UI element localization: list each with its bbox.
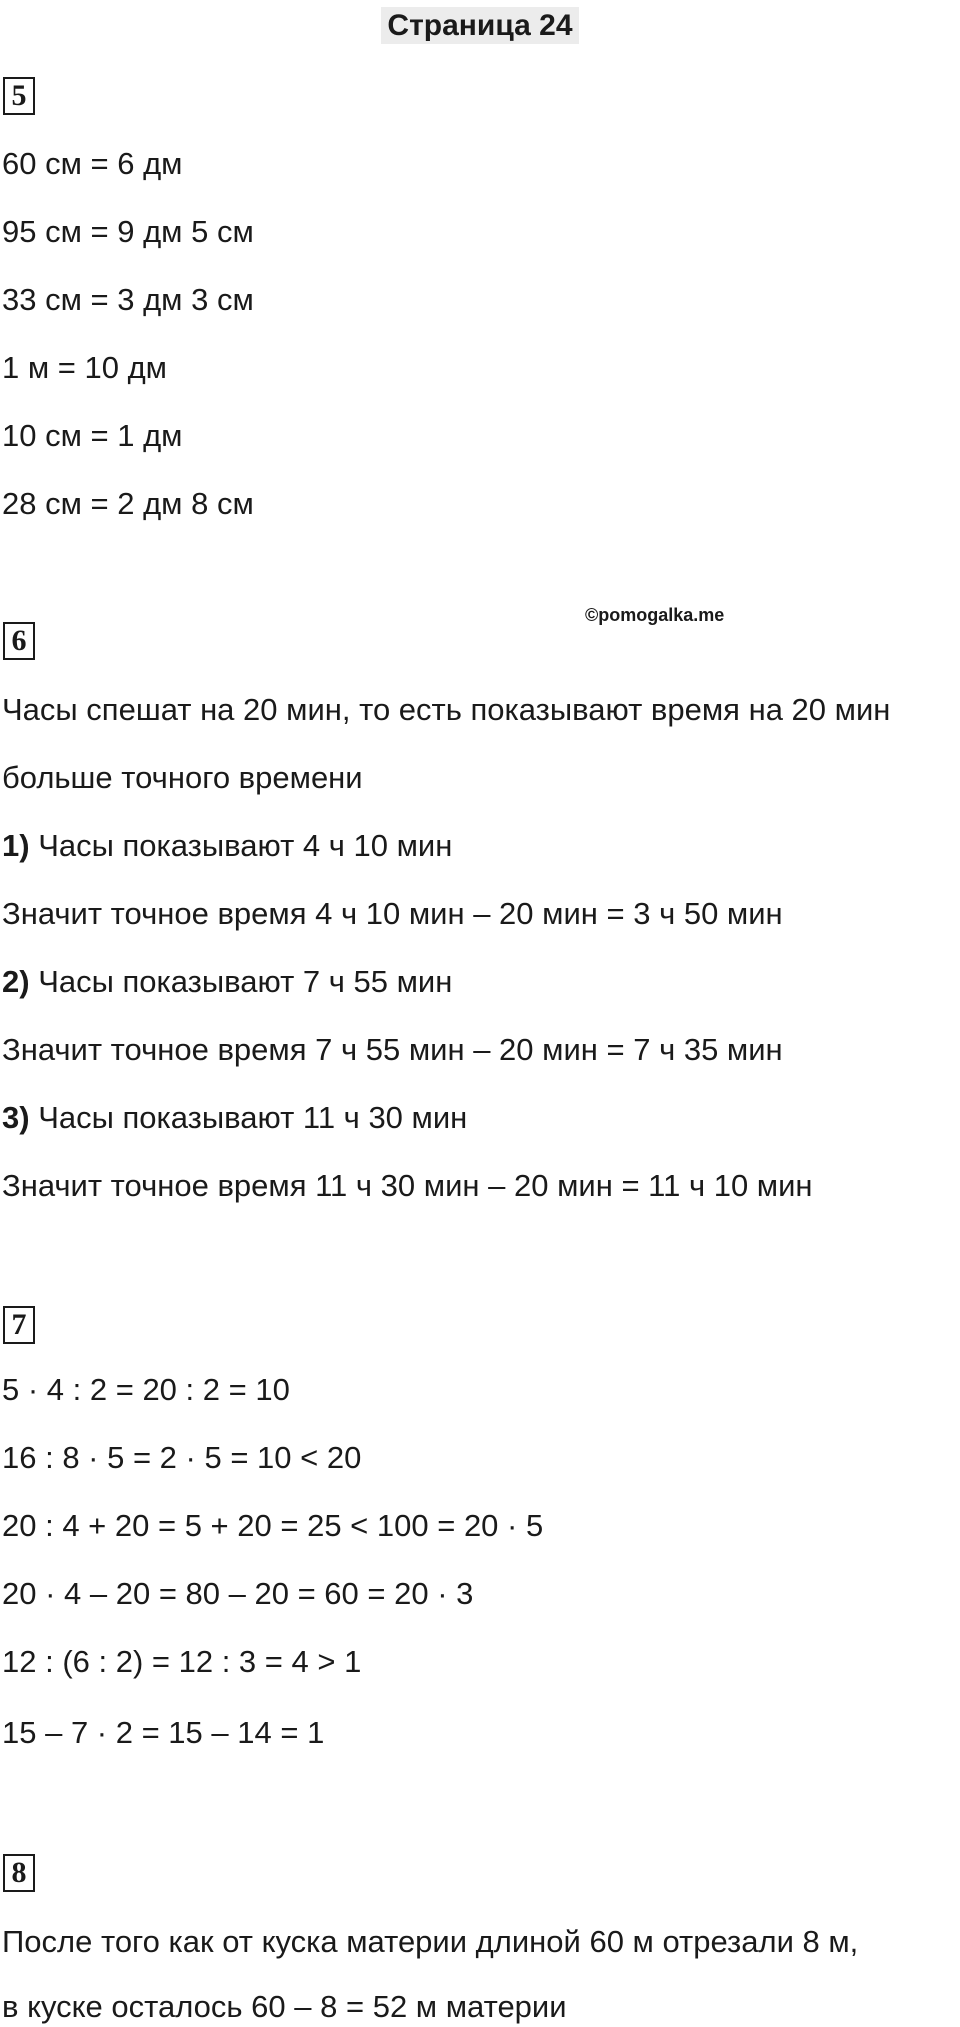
task7-line: 12 : (6 : 2) = 12 : 3 = 4 > 1 (2, 1644, 362, 1679)
task5-line: 33 см = 3 дм 3 см (2, 282, 254, 317)
task7-line: 15 – 7 · 2 = 15 – 14 = 1 (2, 1715, 325, 1750)
task-number-5: 5 (3, 77, 35, 115)
page-title-text: Страница 24 (381, 7, 578, 44)
task6-item-label: 3) (2, 1100, 30, 1135)
task-number-7: 7 (3, 1306, 35, 1344)
task-number-8: 8 (3, 1854, 35, 1892)
task6-item-1 (2, 826, 452, 866)
task-number-6: 6 (3, 622, 35, 660)
task6-item-2 (2, 962, 452, 1002)
task7-line: 20 : 4 + 20 = 5 + 20 = 25 < 100 = 20 · 5 (2, 1508, 544, 1543)
task7-line: 16 : 8 · 5 = 2 · 5 = 10 < 20 (2, 1440, 362, 1475)
task6-item-shows: Часы показывают 11 ч 30 мин (29, 1100, 468, 1135)
page-title (0, 6, 960, 46)
watermark: ©pomogalka.me (585, 605, 725, 625)
task7-line: 20 · 4 – 20 = 80 – 20 = 60 = 20 · 3 (2, 1576, 474, 1611)
task6-item-result: Значит точное время 4 ч 10 мин – 20 мин = 3 ч 50 мин (2, 896, 783, 931)
task5-line: 28 см = 2 дм 8 см (2, 486, 254, 521)
task5-line: 60 см = 6 дм (2, 146, 183, 181)
task7-line: 5 · 4 : 2 = 20 : 2 = 10 (2, 1372, 290, 1407)
task5-line: 10 см = 1 дм (2, 418, 183, 453)
task6-item-label: 1) (2, 828, 30, 863)
task6-item-label: 2) (2, 964, 30, 999)
task6-item-shows: Часы показывают 4 ч 10 мин (29, 828, 453, 863)
task6-intro-line: Часы спешат на 20 мин, то есть показывают время на 20 мин (2, 692, 891, 727)
task6-item-shows: Часы показывают 7 ч 55 мин (29, 964, 453, 999)
task6-item-result: Значит точное время 7 ч 55 мин – 20 мин = 7 ч 35 мин (2, 1032, 783, 1067)
task6-item-3 (2, 1098, 467, 1138)
task6-item-result: Значит точное время 11 ч 30 мин – 20 мин = 11 ч 10 мин (2, 1168, 813, 1203)
task6-intro-line: больше точного времени (2, 760, 363, 795)
task8-line: в куске осталось 60 – 8 = 52 м материи (2, 1989, 567, 2024)
task5-line: 1 м = 10 дм (2, 350, 167, 385)
task5-line: 95 см = 9 дм 5 см (2, 214, 254, 249)
task8-line: После того как от куска материи длиной 60 м отрезали 8 м, (2, 1924, 859, 1959)
